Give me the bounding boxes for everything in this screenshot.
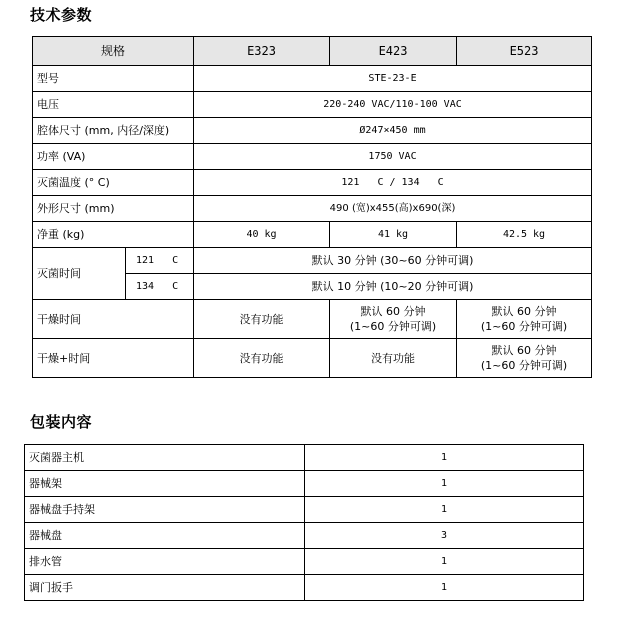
header-e523: E523	[457, 37, 592, 66]
temp-value: 121 C / 134 C	[194, 170, 592, 196]
dry-plus-e523-default: 默认 60 分钟	[491, 344, 557, 357]
table-row	[33, 300, 592, 339]
dry-e523-default: 默认 60 分钟	[491, 305, 557, 318]
table-row	[33, 339, 592, 378]
ster-time-134: 默认 10 分钟 (10~20 分钟可调)	[194, 274, 592, 300]
table-row	[33, 222, 592, 248]
package-item-qty: 1	[305, 471, 584, 497]
package-item-name: 调门扳手	[25, 575, 305, 601]
table-row	[25, 445, 584, 471]
row-label-weight: 净重 (kg)	[33, 222, 194, 248]
dry-plus-e323: 没有功能	[194, 339, 330, 378]
package-item-name: 器械盘	[25, 523, 305, 549]
row-label-model: 型号	[33, 66, 194, 92]
row-label-dry-plus: 干燥+时间	[33, 339, 194, 378]
weight-e523: 42.5 kg	[457, 222, 592, 248]
table-row	[33, 196, 592, 222]
row-label-outer: 外形尺寸 (mm)	[33, 196, 194, 222]
package-item-name: 器械架	[25, 471, 305, 497]
dry-plus-e423: 没有功能	[330, 339, 457, 378]
row-label-dry: 干燥时间	[33, 300, 194, 339]
dry-e423-range: (1~60 分钟可调)	[349, 320, 437, 333]
package-item-qty: 1	[305, 575, 584, 601]
tech-spec-table	[32, 36, 592, 378]
weight-e323: 40 kg	[194, 222, 330, 248]
dry-plus-e523	[457, 339, 592, 378]
row-label-power: 功率 (VA)	[33, 144, 194, 170]
package-item-qty: 3	[305, 523, 584, 549]
tech-spec-heading: 技术参数	[30, 6, 93, 24]
table-row	[25, 497, 584, 523]
table-row	[25, 575, 584, 601]
voltage-value: 220-240 VAC/110-100 VAC	[194, 92, 592, 118]
table-row	[25, 471, 584, 497]
dry-e523-range: (1~60 分钟可调)	[480, 320, 568, 333]
ster-temp-134: 134 C	[126, 274, 194, 300]
package-heading: 包装内容	[30, 413, 93, 431]
header-spec: 规格	[33, 37, 194, 66]
row-label-temp: 灭菌温度 (° C)	[33, 170, 194, 196]
outer-value: 490 (宽)x455(高)x690(深)	[194, 196, 592, 222]
model-value: STE-23-E	[194, 66, 592, 92]
row-label-ster-time: 灭菌时间	[33, 248, 126, 300]
package-table	[24, 444, 584, 601]
table-row	[33, 66, 592, 92]
table-row	[33, 248, 592, 274]
table-row	[33, 144, 592, 170]
dry-e423	[330, 300, 457, 339]
package-item-name: 排水管	[25, 549, 305, 575]
dry-e323: 没有功能	[194, 300, 330, 339]
table-row	[25, 549, 584, 575]
dry-plus-e523-range: (1~60 分钟可调)	[480, 359, 568, 372]
package-item-qty: 1	[305, 549, 584, 575]
row-label-chamber: 腔体尺寸 (mm, 内径/深度)	[33, 118, 194, 144]
header-e323: E323	[194, 37, 330, 66]
dry-e423-default: 默认 60 分钟	[360, 305, 426, 318]
package-item-qty: 1	[305, 445, 584, 471]
package-item-name: 器械盘手持架	[25, 497, 305, 523]
package-item-name: 灭菌器主机	[25, 445, 305, 471]
package-item-qty: 1	[305, 497, 584, 523]
table-row	[33, 118, 592, 144]
header-e423: E423	[330, 37, 457, 66]
table-row	[33, 92, 592, 118]
row-label-voltage: 电压	[33, 92, 194, 118]
table-row	[33, 170, 592, 196]
dry-e523	[457, 300, 592, 339]
ster-time-121: 默认 30 分钟 (30~60 分钟可调)	[194, 248, 592, 274]
power-value: 1750 VAC	[194, 144, 592, 170]
table-header-row	[33, 37, 592, 66]
weight-e423: 41 kg	[330, 222, 457, 248]
ster-temp-121: 121 C	[126, 248, 194, 274]
chamber-value: Ø247×450 mm	[194, 118, 592, 144]
table-row	[25, 523, 584, 549]
